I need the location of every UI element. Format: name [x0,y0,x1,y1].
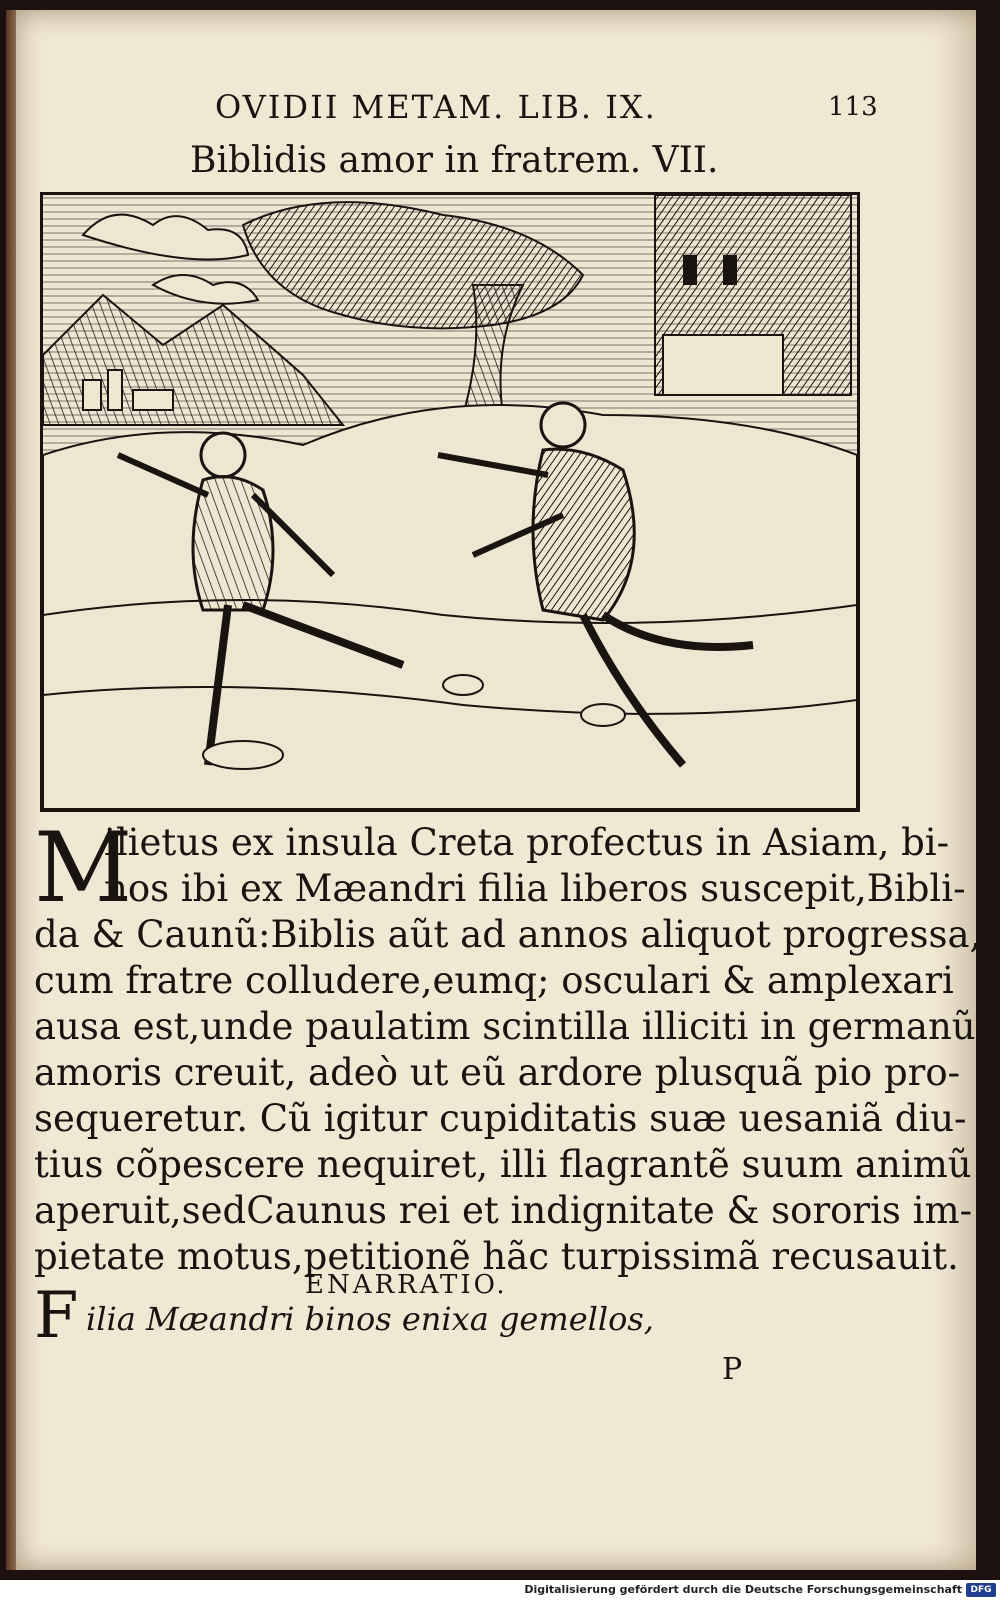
folio-number: 113 [828,92,878,122]
dfg-logo-icon: DFG [966,1583,996,1597]
text-line: tius cõpescere nequiret, illi flagrantẽ suum animũ [34,1143,972,1186]
dropcap-m: M [34,812,133,924]
text-line: sequeretur. Cũ igitur cupiditatis suæ uesaniã diu- [34,1097,967,1140]
summary-text [34,812,982,1280]
footer-bar [0,1580,1000,1601]
running-title: OVIDII METAM. LIB. IX. [215,88,657,126]
woodcut-illustration-icon [40,192,860,812]
text-line: ausa est,unde paulatim scintilla illiciti in germanũ [34,1005,976,1048]
enarratio-heading: ENARRATIO. [305,1270,508,1300]
page-gutter [6,10,16,1570]
verse-line: ilia Mæandri binos enixa gemellos, [86,1300,654,1338]
rock [581,704,625,726]
text-line: ilietus ex insula Creta profectus in Asiam, bi- [104,821,950,864]
rock [443,675,483,695]
building [655,195,851,395]
landscape [43,405,857,809]
text-line: amoris creuit, adeò ut eũ ardore plusquã pio pro- [34,1051,961,1094]
dropcap-f: F [34,1279,79,1353]
text-line: pietate motus,petitionẽ hãc turpissimã recusauit. [34,1235,959,1278]
woodcut-scene [43,195,857,809]
text-line: nos ibi ex Mæandri filia liberos suscepit,Bibli- [104,867,966,910]
funding-notice: Digitalisierung gefördert durch die Deutsche Forschungsgemeinschaft [524,1583,962,1596]
text-line: cum fratre colludere,eumq; osculari & amplexari [34,959,954,1002]
illustration-caption: Biblidis amor in fratrem. VII. [190,140,719,181]
signature-mark: P [722,1352,743,1387]
text-line: da & Caunũ:Biblis aũt ad annos aliquot progressa, [34,913,982,956]
rock [203,741,283,769]
text-line: aperuit,sedCaunus rei et indignitate & sororis im- [34,1189,973,1232]
